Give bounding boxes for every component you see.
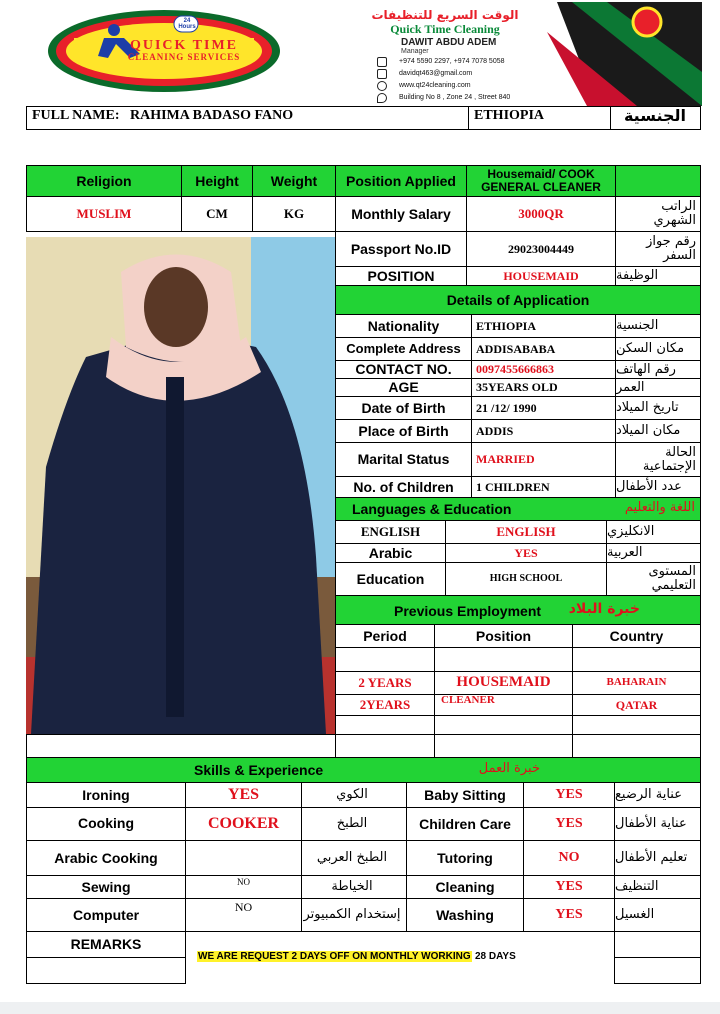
education-value: HIGH SCHOOL bbox=[445, 562, 607, 596]
children-label: No. of Children bbox=[335, 476, 472, 498]
card-role: Manager bbox=[401, 48, 429, 55]
skill-computer: Computer bbox=[26, 898, 186, 932]
nationality-label: Nationality bbox=[335, 314, 472, 338]
education-ar: المستوى التعليمي bbox=[606, 562, 701, 596]
skill-washing: Washing bbox=[406, 898, 524, 932]
salary-value: 3000QR bbox=[466, 196, 616, 232]
pob-ar: مكان الميلاد bbox=[615, 419, 701, 443]
header-nationality-ar: الجنسية bbox=[623, 106, 687, 125]
address-label: Complete Address bbox=[335, 337, 472, 361]
header-nationality: ETHIOPIA bbox=[474, 108, 545, 123]
position-applied-value: Housemaid/ COOK GENERAL CLEANER bbox=[466, 165, 616, 197]
pob-label: Place of Birth bbox=[335, 419, 472, 443]
skill-arabic-cooking-ar: الطبخ العربي bbox=[301, 840, 407, 876]
skill-computer-ar: إستخدام الكمبيوتر bbox=[301, 898, 407, 932]
skill-baby-sitting-value: YES bbox=[523, 782, 615, 808]
skill-sewing-value: NO bbox=[185, 875, 302, 899]
marital-ar: الحالة الإجتماعية bbox=[615, 442, 701, 477]
skill-cooking-value: COOKER bbox=[185, 807, 302, 841]
pob-value: ADDIS bbox=[471, 419, 616, 443]
children-value: 1 CHILDREN bbox=[471, 476, 616, 498]
arabic-label: Arabic bbox=[335, 543, 446, 563]
position-label: POSITION bbox=[335, 266, 467, 286]
skill-ironing-ar: الكوي bbox=[301, 782, 407, 808]
marital-value: MARRIED bbox=[471, 442, 616, 477]
religion-value: MUSLIM bbox=[26, 196, 182, 232]
emp-position-2: CLEANER bbox=[434, 694, 573, 716]
skill-sewing: Sewing bbox=[26, 875, 186, 899]
skills-title-bar bbox=[26, 757, 701, 783]
skills-title: Skills & Experience bbox=[194, 762, 324, 778]
details-title: Details of Application bbox=[335, 285, 701, 315]
skill-cooking: Cooking bbox=[26, 807, 186, 841]
arabic-ar: العربية bbox=[606, 543, 701, 563]
age-ar: العمر bbox=[615, 378, 701, 397]
skill-washing-ar: الغسيل bbox=[614, 898, 701, 932]
dob-value: 21 /12/ 1990 bbox=[471, 396, 616, 420]
phone-icon bbox=[377, 57, 387, 67]
passport-label: Passport No.ID bbox=[335, 231, 467, 267]
passport-ar: رقم جواز السفر bbox=[615, 231, 701, 267]
full-name-label: FULL NAME: bbox=[32, 108, 120, 123]
languages-title-ar: اللغة والتعليم bbox=[624, 500, 695, 515]
skills-title-ar: خبرة العمل bbox=[478, 761, 540, 776]
height-value: CM bbox=[181, 196, 253, 232]
country-header: Country bbox=[572, 624, 701, 648]
skill-tutoring: Tutoring bbox=[406, 840, 524, 876]
passport-value: 29023004449 bbox=[466, 231, 616, 267]
age-label: AGE bbox=[335, 378, 472, 397]
position-ar: الوظيفة bbox=[615, 266, 701, 286]
nationality-value: ETHIOPIA bbox=[471, 314, 616, 338]
skill-ironing-value: YES bbox=[185, 782, 302, 808]
weight-value: KG bbox=[252, 196, 336, 232]
marital-label: Marital Status bbox=[335, 442, 472, 477]
location-icon bbox=[377, 93, 387, 103]
card-person: DAWIT ABDU ADEM bbox=[401, 37, 497, 48]
emp-period-1: 2 YEARS bbox=[335, 671, 435, 695]
skill-arabic-cooking-value bbox=[185, 840, 302, 876]
skill-tutoring-ar: تعليم الأطفال bbox=[614, 840, 701, 876]
emp-position-1: HOUSEMAID bbox=[434, 671, 573, 695]
dob-ar: تاريخ الميلاد bbox=[615, 396, 701, 420]
emp-country-1: BAHARAIN bbox=[572, 671, 701, 695]
religion-header: Religion bbox=[26, 165, 182, 197]
remarks-tail: 28 DAYS bbox=[475, 951, 516, 962]
skill-children-care: Children Care bbox=[406, 807, 524, 841]
skill-washing-value: YES bbox=[523, 898, 615, 932]
dob-label: Date of Birth bbox=[335, 396, 472, 420]
skill-cleaning-value: YES bbox=[523, 875, 615, 899]
skill-cleaning: Cleaning bbox=[406, 875, 524, 899]
contact-label: CONTACT NO. bbox=[335, 360, 472, 379]
employment-title: Previous Employment bbox=[394, 603, 542, 619]
salary-label: Monthly Salary bbox=[335, 196, 467, 232]
skill-children-care-value: YES bbox=[523, 807, 615, 841]
languages-title: Languages & Education bbox=[352, 501, 512, 517]
contact-ar: رقم الهاتف bbox=[615, 360, 701, 379]
address-value: ADDISABABA bbox=[471, 337, 616, 361]
logo-line2: CLEANING SERVICES bbox=[127, 52, 241, 62]
position-value: HOUSEMAID bbox=[466, 266, 616, 286]
card-website: www.qt24cleaning.com bbox=[399, 82, 471, 89]
skill-cooking-ar: الطبخ bbox=[301, 807, 407, 841]
skill-tutoring-value: NO bbox=[523, 840, 615, 876]
card-company: Quick Time Cleaning bbox=[390, 22, 500, 36]
english-ar: الانكليزي bbox=[606, 520, 701, 544]
salary-ar: الراتب الشهري bbox=[615, 196, 701, 232]
position-applied-header: Position Applied bbox=[335, 165, 467, 197]
skill-cleaning-ar: التنظيف bbox=[614, 875, 701, 899]
card-arabic-name: الوقت السريع للتنظيفات bbox=[371, 8, 519, 22]
name-row bbox=[26, 106, 701, 130]
skill-baby-sitting: Baby Sitting bbox=[406, 782, 524, 808]
card-phone: +974 5590 2297, +974 7078 5058 bbox=[399, 58, 505, 65]
globe-icon bbox=[377, 81, 387, 91]
remarks-text: WE ARE REQUEST 2 DAYS OFF ON MONTHLY WORKING bbox=[198, 951, 471, 962]
skill-ironing: Ironing bbox=[26, 782, 186, 808]
skill-arabic-cooking: Arabic Cooking bbox=[26, 840, 186, 876]
height-header: Height bbox=[181, 165, 253, 197]
skill-sewing-ar: الخياطة bbox=[301, 875, 407, 899]
skill-computer-value: NO bbox=[185, 898, 302, 932]
logo-badge: 24 Hours bbox=[178, 18, 196, 30]
logo-line1: QUICK TIME bbox=[129, 38, 239, 53]
candidate-photo bbox=[26, 237, 336, 734]
email-icon bbox=[377, 69, 387, 79]
address-ar: مكان السكن bbox=[615, 337, 701, 361]
card-email: davidqt463@gmail.com bbox=[399, 70, 473, 77]
emp-country-2: QATAR bbox=[572, 694, 701, 716]
company-logo bbox=[44, 8, 284, 94]
emp-position-header: Position bbox=[434, 624, 573, 648]
business-card bbox=[347, 2, 702, 106]
employment-title-ar: خبرة البلاد bbox=[568, 601, 640, 617]
english-value: ENGLISH bbox=[445, 520, 607, 544]
children-ar: عدد الأطفال bbox=[615, 476, 701, 498]
emp-period-2: 2YEARS bbox=[335, 694, 435, 716]
age-value: 35YEARS OLD bbox=[471, 378, 616, 397]
remarks-label: REMARKS bbox=[26, 931, 186, 958]
full-name: RAHIMA BADASO FANO bbox=[130, 108, 294, 123]
skill-children-care-ar: عناية الأطفال bbox=[614, 807, 701, 841]
arabic-value: YES bbox=[445, 543, 607, 563]
english-label: ENGLISH bbox=[335, 520, 446, 544]
skill-baby-sitting-ar: عناية الرضيع bbox=[614, 782, 701, 808]
education-label: Education bbox=[335, 562, 446, 596]
weight-header: Weight bbox=[252, 165, 336, 197]
period-header: Period bbox=[335, 624, 435, 648]
contact-value: 0097455666863 bbox=[471, 360, 616, 379]
card-address: Building No 8 , Zone 24 , Street 840 bbox=[399, 94, 511, 101]
nationality-ar: الجنسية bbox=[615, 314, 701, 338]
